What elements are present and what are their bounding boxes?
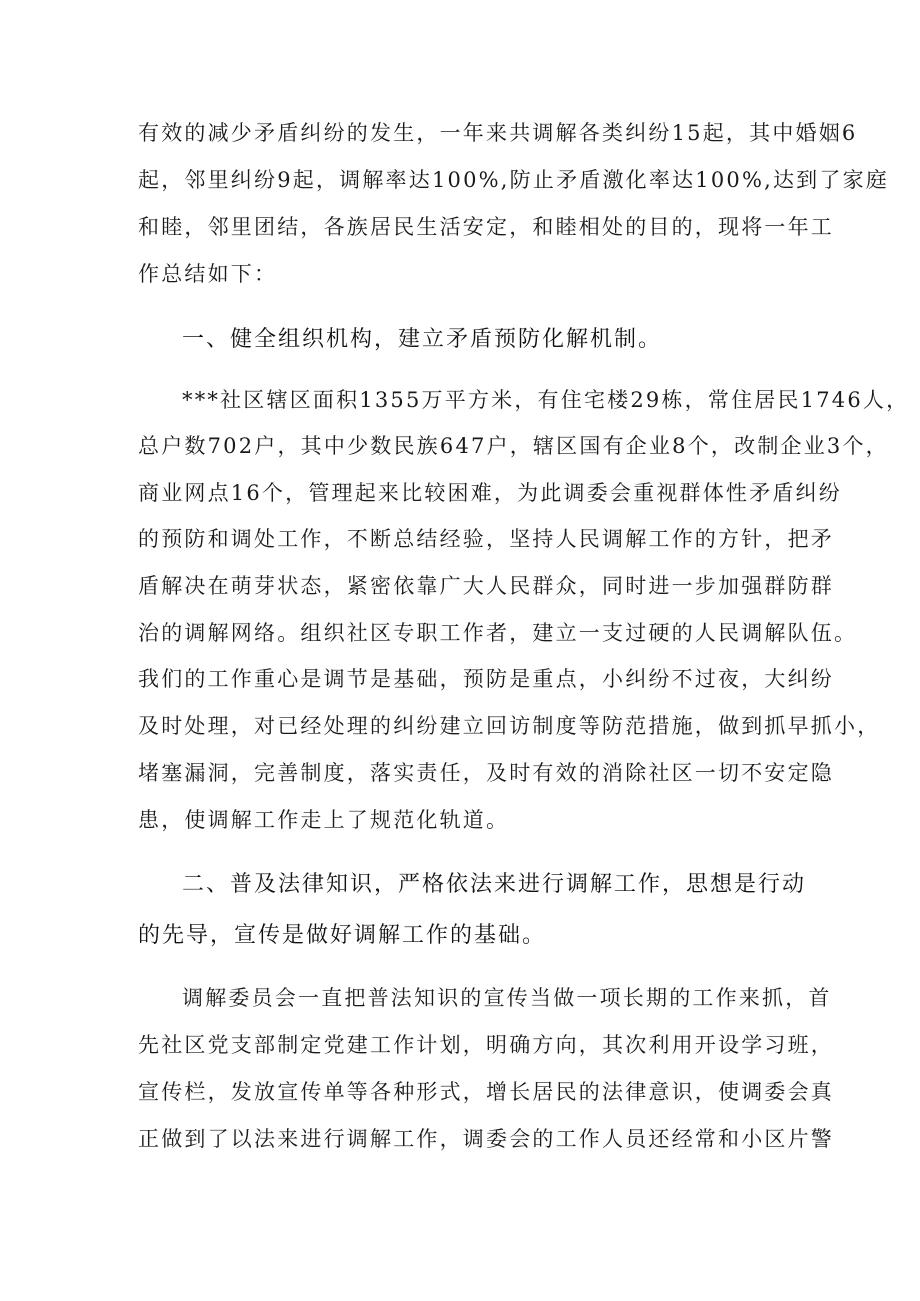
paragraph-2-line-8: 及时处理，对已经处理的纠纷建立回访制度等防范措施，做到抓早抓小， xyxy=(138,714,881,738)
paragraph-2-line-1: ***社区辖区面积1355万平方米，有住宅楼29栋，常住居民1746人， xyxy=(182,388,910,412)
paragraph-2-line-10: 患，使调解工作走上了规范化轨道。 xyxy=(138,808,510,832)
paragraph-1-line-3: 和睦，邻里团结，各族居民生活安定，和睦相处的目的，现将一年工 xyxy=(138,215,834,239)
section-heading-2-line-1: 二、普及法律知识，严格依法来进行调解工作，思想是行动 xyxy=(182,872,807,897)
section-heading-1: 一、健全组织机构，建立矛盾预防化解机制。 xyxy=(182,327,663,352)
paragraph-1-line-1: 有效的减少矛盾纠纷的发生，一年来共调解各类纠纷15起，其中婚姻6 xyxy=(138,121,858,145)
paragraph-3-line-3: 宣传栏，发放宣传单等各种形式，增长居民的法律意识，使调委会真 xyxy=(138,1080,834,1104)
paragraph-2-line-9: 堵塞漏洞，完善制度，落实责任，及时有效的消除社区一切不安定隐 xyxy=(138,761,834,785)
paragraph-1-line-2: 起，邻里纠纷9起，调解率达100%,防止矛盾激化率达100%,达到了家庭 xyxy=(138,168,889,192)
paragraph-2-line-5: 盾解决在萌芽状态，紧密依靠广大人民群众，同时进一步加强群防群 xyxy=(138,574,834,598)
paragraph-3-line-1: 调解委员会一直把普法知识的宣传当做一项长期的工作来抓，首 xyxy=(182,986,832,1010)
paragraph-1-line-4: 作总结如下： xyxy=(138,262,278,286)
paragraph-2-line-3: 商业网点16个，管理起来比较困难，为此调委会重视群体性矛盾纠纷 xyxy=(138,481,842,505)
paragraph-3-line-2: 先社区党支部制定党建工作计划，明确方向，其次利用开设学习班， xyxy=(138,1033,834,1057)
section-heading-2-line-2: 的先导，宣传是做好调解工作的基础。 xyxy=(138,923,547,948)
paragraph-2-line-2: 总户数702户，其中少数民族647户，辖区国有企业8个，改制企业3个， xyxy=(138,434,889,458)
paragraph-2-line-6: 治的调解网络。组织社区专职工作者，建立一支过硬的人民调解队伍。 xyxy=(138,621,858,645)
paragraph-3-line-4: 正做到了以法来进行调解工作，调委会的工作人员还经常和小区片警 xyxy=(138,1127,834,1151)
paragraph-2-line-4: 的预防和调处工作，不断总结经验，坚持人民调解工作的方针，把矛 xyxy=(138,527,834,551)
paragraph-2-line-7: 我们的工作重心是调节是基础，预防是重点，小纠纷不过夜，大纠纷 xyxy=(138,667,834,691)
